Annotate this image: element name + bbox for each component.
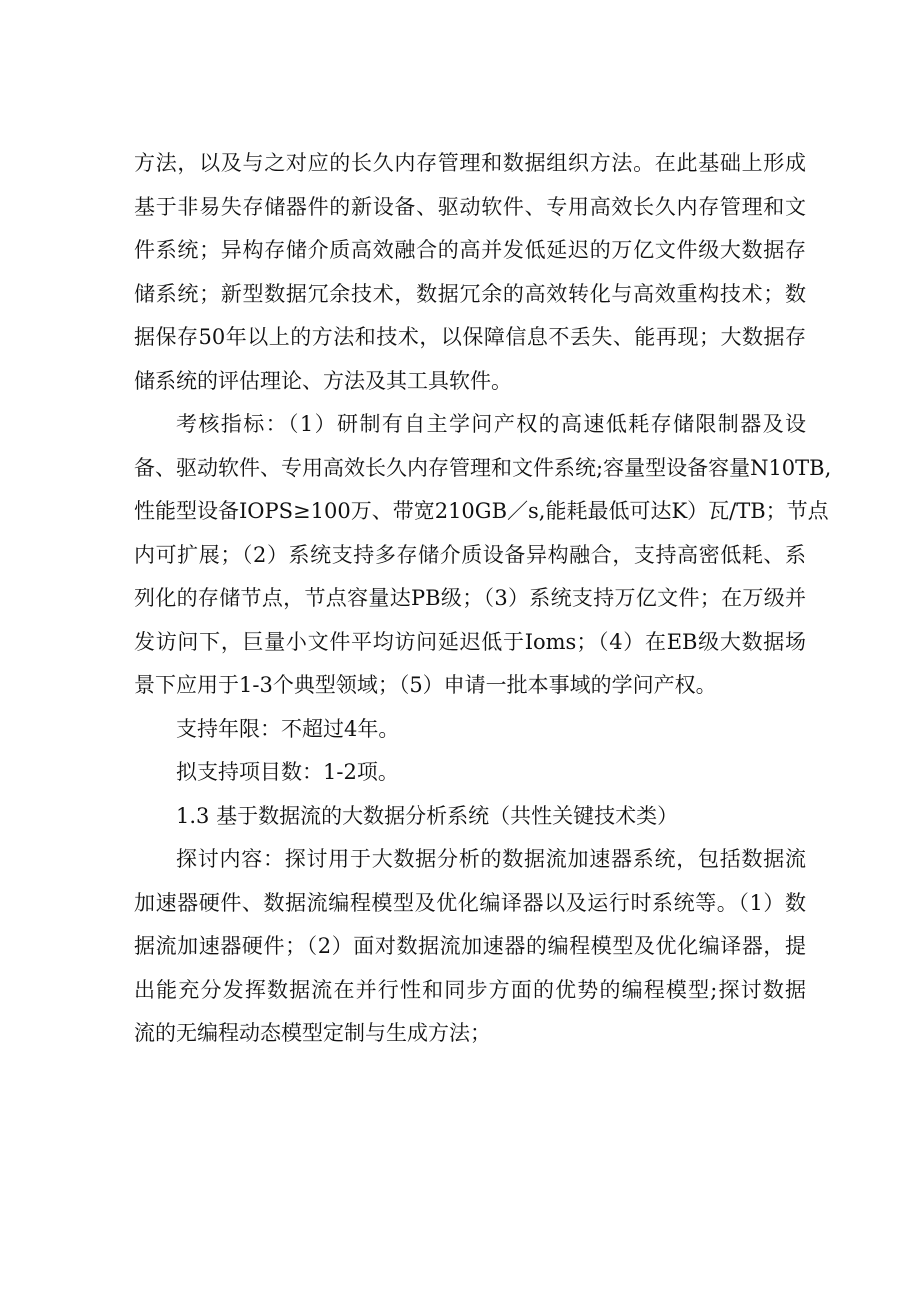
text-line: 列化的存储节点，节点容量达PB级；（3）系统支持万亿文件；在万级并	[134, 586, 806, 610]
section-heading	[134, 803, 806, 830]
paragraph-project-count	[134, 759, 806, 786]
text-line: 支持年限：不超过4年。	[176, 716, 400, 741]
text-line: 方法，以及与之对应的长久内存管理和数据组织方法。在此基础上形成	[134, 151, 806, 175]
text-line: 加速器硬件、数据流编程模型及优化编译器以及运行时系统等。（1）数	[134, 890, 806, 915]
text-line: 拟支持项目数：1-2项。	[176, 760, 399, 784]
text-line: 景下应用于1-3个典型领域；（5）申请一批本事域的学问产权。	[134, 673, 717, 697]
paragraph-assessment-indicators	[134, 411, 832, 699]
text-line: 基于非易失存储器件的新设备、驱动软件、专用高效长久内存管理和文	[134, 194, 806, 219]
text-line: 考核指标：（1）研制有自主学问产权的高速低耗存储限制器及设	[176, 412, 806, 436]
text-line: 出能充分发挥数据流在并行性和同步方面的优势的编程模型;探讨数据	[134, 977, 806, 1002]
text-line: 储系统；新型数据冗余技术，数据冗余的高效转化与高效重构技术；数	[134, 281, 806, 306]
text-line: 探讨内容：探讨用于大数据分析的数据流加速器系统，包括数据流	[176, 847, 806, 871]
text-line: 性能型设备IOPS≥100万、带宽210GB／s,能耗最低可达K）瓦/TB；节点	[134, 499, 829, 523]
text-line: 内可扩展；（2）系统支持多存储介质设备异构融合，支持高密低耗、系	[134, 542, 806, 567]
text-line: 储系统的评估理论、方法及其工具软件。	[134, 368, 512, 393]
paragraph-support-years	[134, 716, 806, 743]
text-line: 发访问下，巨量小文件平均访问延迟低于Ioms；（4）在EB级大数据场	[134, 629, 806, 654]
paragraph-research-content-dataflow	[134, 846, 806, 1047]
text-line: 1.3 基于数据流的大数据分析系统（共性关键技术类）	[176, 803, 679, 828]
text-line: 据流加速器硬件；（2）面对数据流加速器的编程模型及优化编译器，提	[134, 934, 806, 958]
document-body	[134, 150, 832, 1047]
text-line: 流的无编程动态模型定制与生成方法；	[134, 1021, 491, 1045]
text-line: 备、驱动软件、专用高效长久内存管理和文件系统;容量型设备容量N10TB,	[134, 455, 832, 480]
text-line: 据保存50年以上的方法和技术，以保障信息不丢失、能再现；大数据存	[134, 325, 806, 349]
paragraph-research-content-continued	[134, 150, 806, 395]
text-line: 件系统；异构存储介质高效融合的高并发低延迟的万亿文件级大数据存	[134, 238, 806, 262]
